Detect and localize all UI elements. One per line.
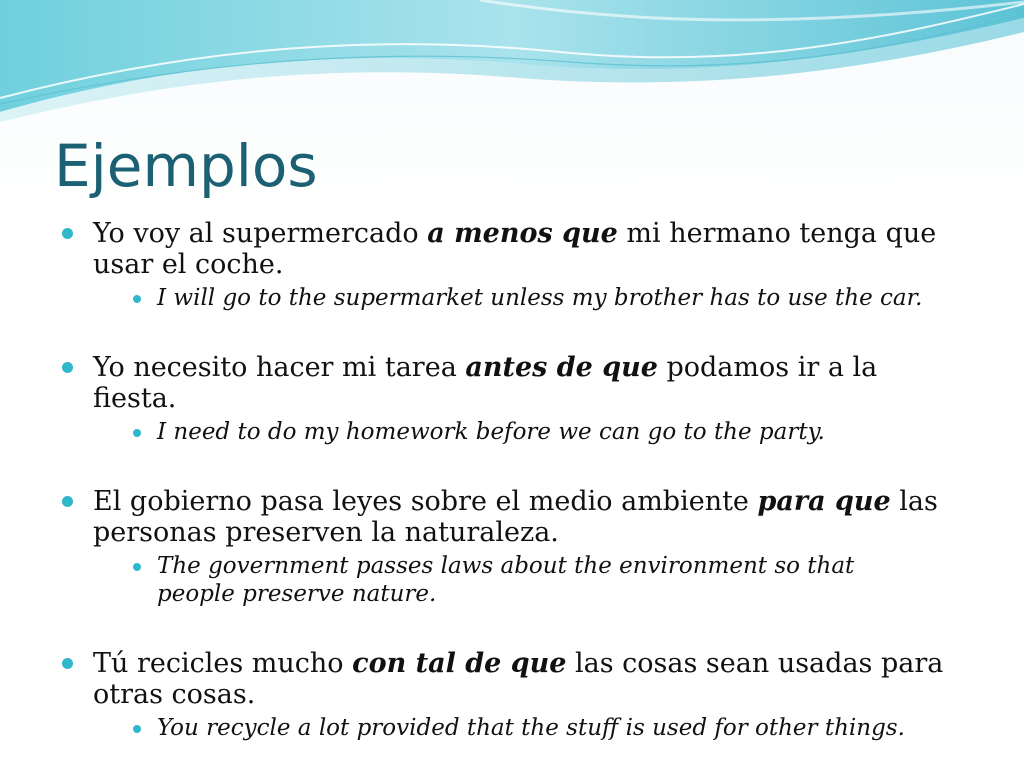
sub-bullet-icon — [133, 725, 141, 733]
sub-bullet-icon — [133, 295, 141, 303]
english-translation — [133, 552, 937, 608]
english-translation — [133, 418, 937, 446]
example-item — [62, 648, 962, 742]
bullet-icon — [62, 362, 73, 373]
sentence-text-after: podamos ir a la fiesta. — [93, 352, 878, 414]
example-item — [62, 352, 962, 446]
bullet-icon — [62, 228, 73, 239]
sentence-text-before: Yo voy al supermercado — [93, 218, 428, 249]
sentence-text-after: las personas preserven la naturaleza. — [93, 486, 938, 548]
spanish-sentence — [62, 648, 962, 710]
spanish-sentence — [62, 352, 962, 414]
translation-text: The government passes laws about the environment so that people preserve nature. — [157, 553, 855, 607]
conjunction-keyword: con tal de que — [352, 648, 567, 679]
translation-text: I need to do my homework before we can go to the party. — [157, 419, 825, 445]
conjunction-keyword: para que — [757, 486, 891, 517]
spanish-sentence — [62, 218, 962, 280]
spanish-sentence — [62, 486, 962, 548]
sentence-text-after: mi hermano tenga que usar el coche. — [93, 218, 937, 280]
conjunction-keyword: a menos que — [427, 218, 618, 249]
english-translation — [133, 284, 937, 312]
translation-text: I will go to the supermarket unless my brother has to use the car. — [157, 285, 923, 311]
sub-bullet-icon — [133, 429, 141, 437]
sentence-text-before: Tú recicles mucho — [93, 648, 353, 679]
sub-bullet-icon — [133, 563, 141, 571]
sentence-text-before: Yo necesito hacer mi tarea — [93, 352, 466, 383]
conjunction-keyword: antes de que — [465, 352, 658, 383]
sentence-text-after: las cosas sean usadas para otras cosas. — [93, 648, 944, 710]
example-item — [62, 218, 962, 312]
bullet-icon — [62, 496, 73, 507]
bullet-icon — [62, 658, 73, 669]
slide-title: Ejemplos — [54, 132, 318, 200]
sentence-text-before: El gobierno pasa leyes sobre el medio ambiente — [93, 486, 758, 517]
examples-list — [62, 218, 962, 742]
header-wave-decoration — [0, 0, 1024, 130]
translation-text: You recycle a lot provided that the stuff is used for other things. — [157, 715, 905, 741]
example-item — [62, 486, 962, 608]
english-translation — [133, 714, 937, 742]
